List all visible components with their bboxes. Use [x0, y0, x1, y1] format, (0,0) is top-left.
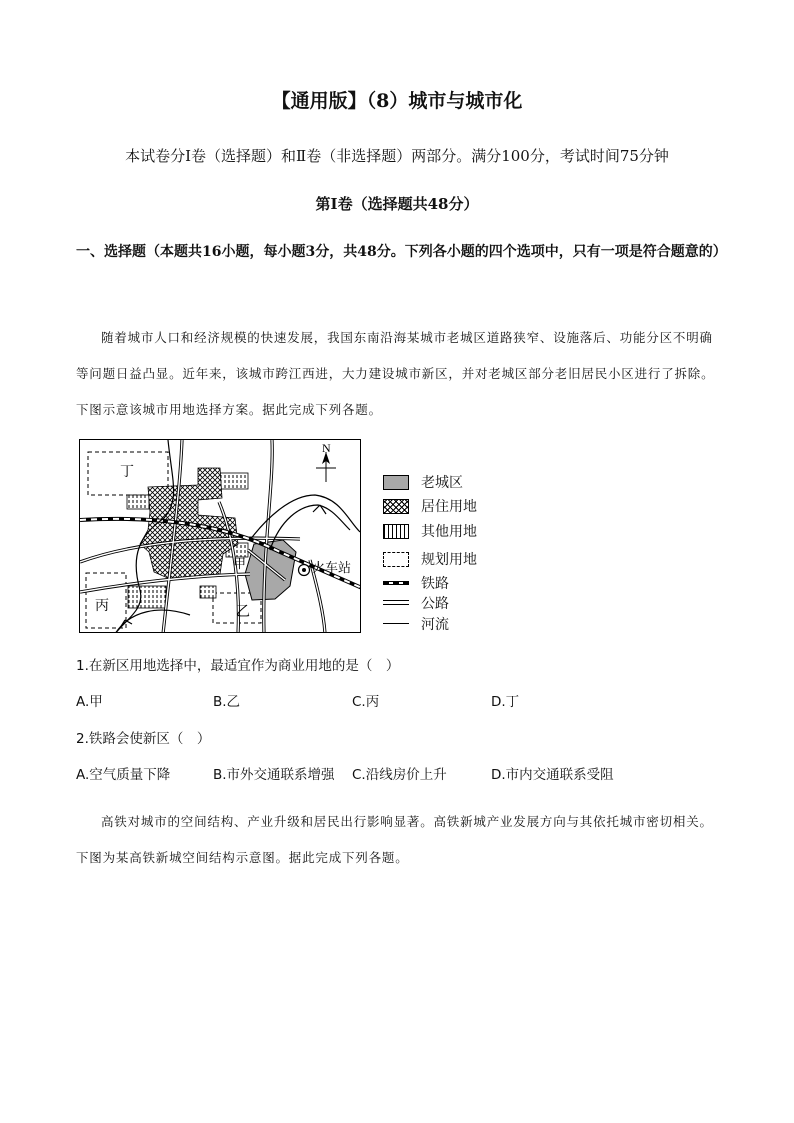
question-2-option-c[interactable]: C.沿线房价上升	[352, 767, 447, 783]
railway-sample	[383, 578, 409, 588]
question-2-option-d[interactable]: D.市内交通联系受阻	[491, 767, 614, 783]
other-land-5	[200, 586, 216, 598]
question-1-stem: 1.在新区用地选择中，最适宜作为商业用地的是（ ）	[76, 658, 400, 674]
other-land-3	[128, 586, 166, 608]
residential-swatch	[383, 499, 409, 514]
exam-instructions: 本试卷分Ⅰ卷（选择题）和Ⅱ卷（非选择题）两部分。满分100分，考试时间75分钟	[125, 147, 669, 165]
page-title: 【通用版】（8）城市与城市化	[271, 90, 523, 112]
question-2-stem: 2.铁路会使新区（ ）	[76, 731, 211, 747]
old-city-swatch	[383, 475, 409, 490]
label-yi: 乙	[236, 604, 250, 620]
river-sample	[383, 619, 409, 629]
label-ding: 丁	[120, 464, 134, 480]
road-sample	[383, 598, 409, 608]
map-graphic	[80, 440, 361, 633]
north-label: N	[322, 441, 331, 455]
legend-other: 其他用地	[383, 521, 477, 541]
legend-planned: 规划用地	[383, 549, 477, 569]
section-title: 第Ⅰ卷（选择题共48分）	[315, 195, 479, 213]
legend-road: 公路	[383, 593, 449, 613]
question-2-option-a[interactable]: A.空气质量下降	[76, 767, 171, 783]
question-1-option-b[interactable]: B.乙	[213, 694, 241, 710]
legend-railway: 铁路	[383, 573, 449, 593]
label-bing: 丙	[95, 598, 109, 614]
other-land-1	[220, 473, 248, 489]
legend-old-city: 老城区	[383, 472, 463, 492]
question-2-option-b[interactable]: B.市外交通联系增强	[213, 767, 335, 783]
label-jia: 甲	[233, 557, 247, 572]
other-land-2	[127, 495, 149, 509]
legend-residential: 居住用地	[383, 496, 477, 516]
label-station: 火车站	[312, 561, 352, 576]
city-land-use-map	[79, 439, 361, 633]
passage-1: 随着城市人口和经济规模的快速发展，我国东南沿海某城市老城区道路狭窄、设施落后、功能分区不明确等问题日益凸显。近年来，该城市跨江西进，大力建设城市新区，并对老城区部分老旧居民小区进行了拆除。下图示意该城市用地选择方案。据此完成下列各题。	[76, 330, 715, 417]
question-1-option-a[interactable]: A.甲	[76, 694, 103, 710]
question-1-option-c[interactable]: C.丙	[352, 694, 380, 710]
question-1-option-d[interactable]: D.丁	[491, 694, 520, 710]
other-swatch	[383, 524, 409, 539]
part-heading: 一、选择题（本题共16小题，每小题3分，共48分。下列各小题的四个选项中，只有一项是符合题意的）	[76, 244, 727, 260]
legend-river: 河流	[383, 614, 449, 634]
passage-2: 高铁对城市的空间结构、产业升级和居民出行影响显著。高铁新城产业发展方向与其依托城市密切相关。下图为某高铁新城空间结构示意图。据此完成下列各题。	[76, 814, 713, 865]
planned-swatch	[383, 552, 409, 567]
